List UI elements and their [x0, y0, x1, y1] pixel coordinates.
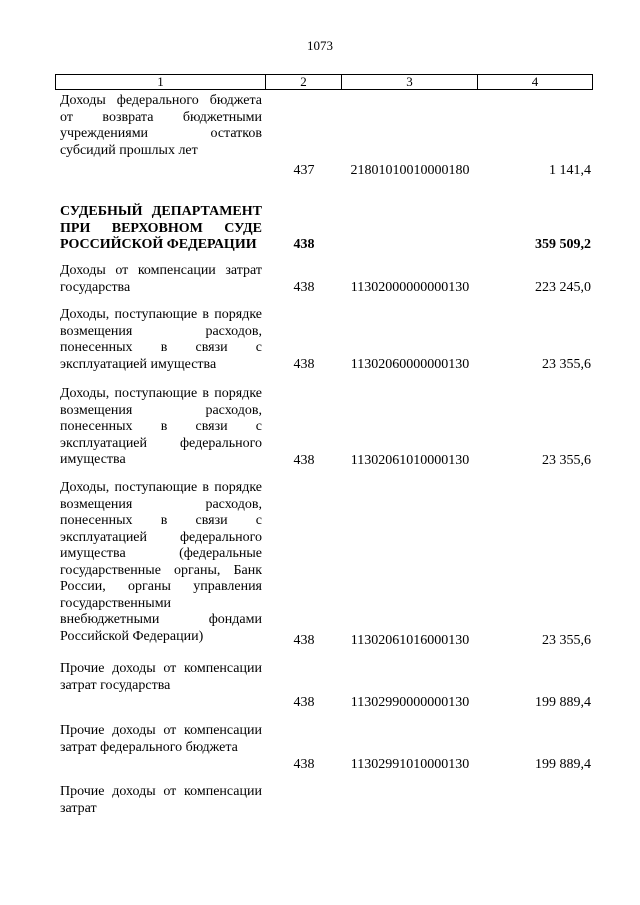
row-name: Прочие доходы от компенсации затрат федерального бюджета — [60, 723, 262, 755]
row-name: Доходы от компенсации затрат государства — [60, 263, 262, 295]
row-code: 437 — [293, 163, 315, 178]
row-name: Доходы, поступающие в порядке возмещения расходов, понесенных в связи с эксплуатацией федерального имущества — [60, 386, 262, 467]
row-sum: 23 355,6 — [542, 633, 591, 648]
row-code: 438 — [293, 453, 315, 468]
table-row — [55, 480, 593, 652]
row-name: Прочие доходы от компенсации затрат государства — [60, 661, 262, 693]
row-sum: 223 245,0 — [535, 280, 591, 295]
row-sum: 1 141,4 — [549, 163, 591, 178]
row-kbk: 11302061010000130 — [350, 453, 470, 468]
row-kbk: 11302990000000130 — [350, 695, 470, 710]
row-sum: 23 355,6 — [542, 357, 591, 372]
section-code: 438 — [293, 237, 315, 252]
row-code: 438 — [293, 633, 315, 648]
table-row — [55, 263, 593, 299]
section-row — [55, 204, 593, 256]
table-row — [55, 661, 593, 713]
row-code: 438 — [293, 695, 315, 710]
table-row — [55, 386, 593, 472]
header-col-1: 1 — [56, 75, 266, 89]
table-row — [55, 723, 593, 775]
header-col-2: 2 — [266, 75, 342, 89]
table-header — [55, 74, 593, 90]
table-row — [55, 93, 593, 183]
section-sum: 359 509,2 — [535, 237, 591, 252]
row-kbk: 11302060000000130 — [350, 357, 470, 372]
page-number: 1073 — [307, 38, 333, 53]
row-code: 438 — [293, 757, 315, 772]
header-col-4: 4 — [531, 74, 539, 89]
row-sum: 23 355,6 — [542, 453, 591, 468]
row-sum: 199 889,4 — [535, 695, 591, 710]
row-code: 438 — [293, 357, 315, 372]
section-title: СУДЕБНЫЙ ДЕПАРТАМЕНТ ПРИ ВЕРХОВНОМ СУДЕ РОССИЙСКОЙ ФЕДЕРАЦИИ — [60, 204, 262, 252]
table-row — [55, 307, 593, 377]
header-col-3: 3 — [342, 75, 478, 89]
row-code: 438 — [293, 280, 315, 295]
row-kbk: 11302061016000130 — [350, 633, 470, 648]
row-name: Доходы, поступающие в порядке возмещения расходов, понесенных в связи с эксплуатацией имущества — [60, 307, 262, 372]
row-kbk: 11302000000000130 — [350, 280, 470, 295]
row-sum: 199 889,4 — [535, 757, 591, 772]
table-row — [55, 784, 593, 820]
row-kbk: 21801010010000180 — [350, 163, 470, 178]
row-name: Прочие доходы от компенсации затрат — [60, 784, 262, 816]
row-kbk: 11302991010000130 — [350, 757, 470, 772]
row-name: Доходы федерального бюджета от возврата бюджетными учреждениями остатков субсидий прошлых лет — [60, 93, 262, 158]
row-name: Доходы, поступающие в порядке возмещения расходов, понесенных в связи с эксплуатацией федерального имущества (федеральные государственные органы, Банк России, органы управления государственными внебюджетными фондами Российской Федерации) — [60, 480, 262, 644]
